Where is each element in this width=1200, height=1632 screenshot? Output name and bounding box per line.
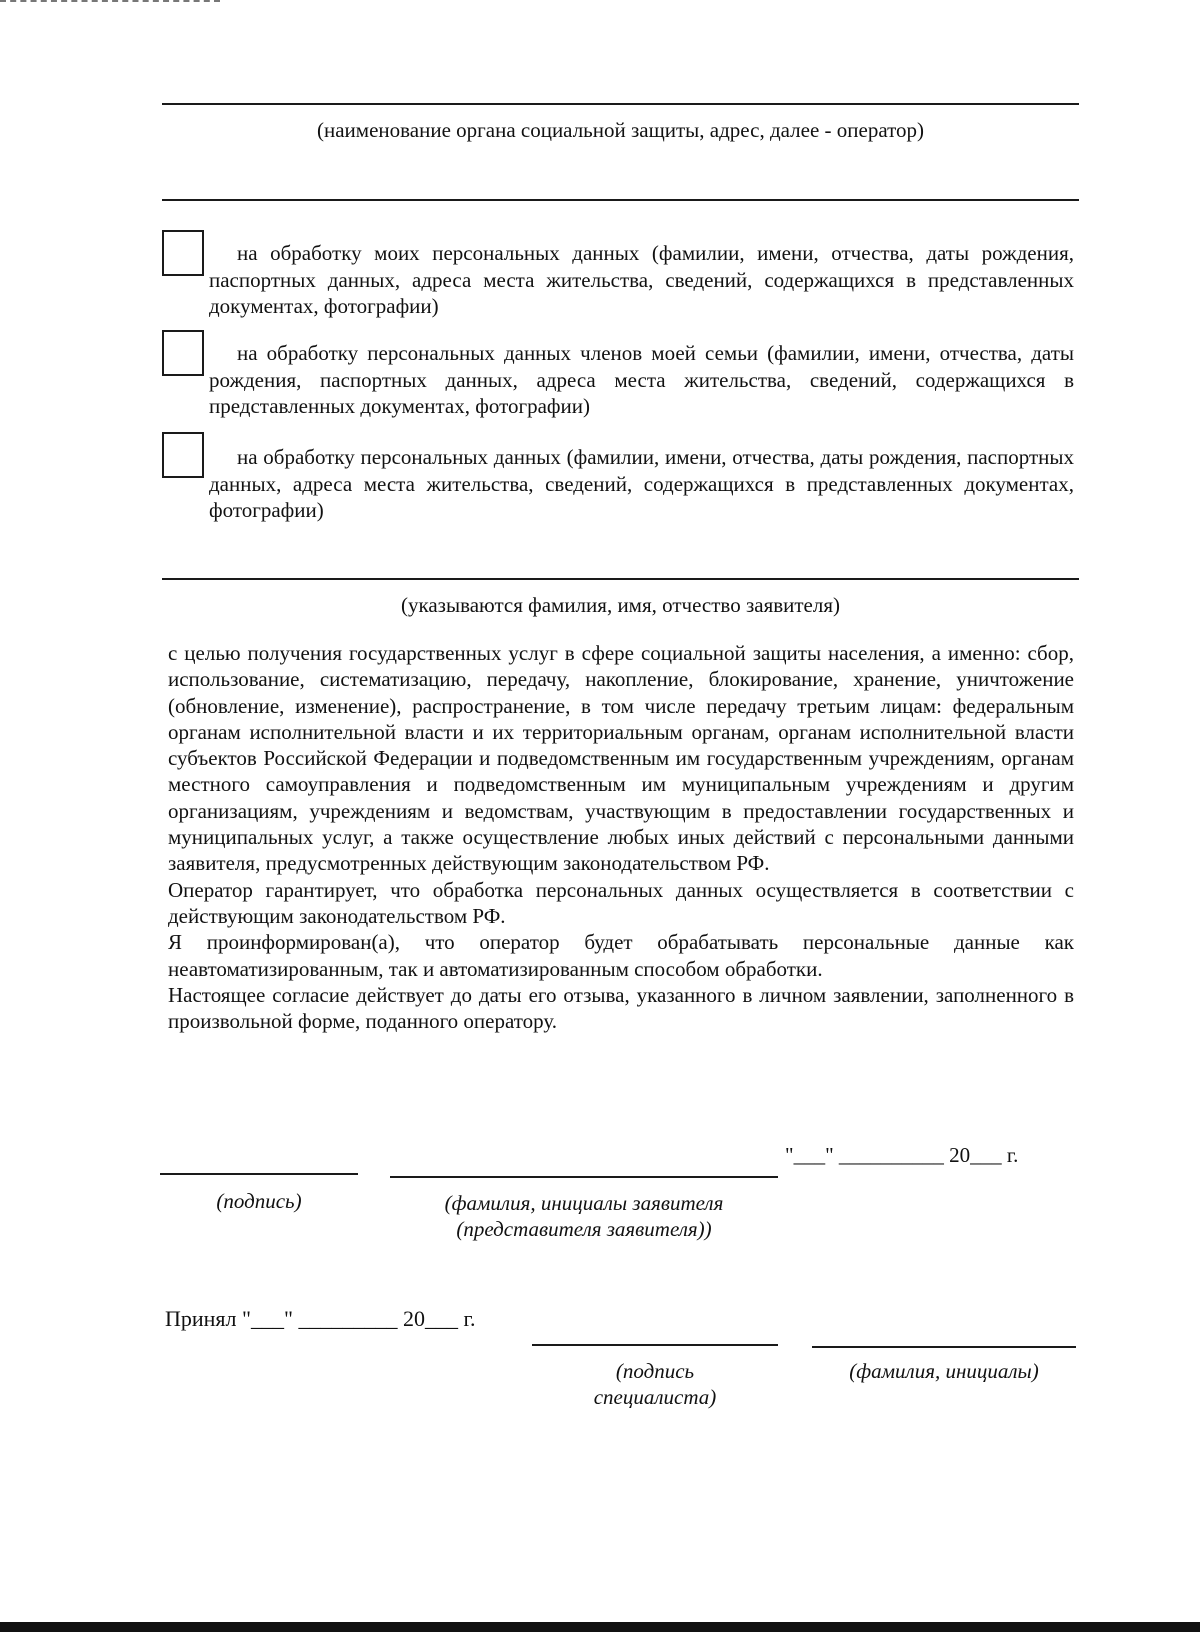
operator-address-line[interactable] [162, 199, 1079, 201]
specialist-name-label: (фамилия, инициалы) [849, 1359, 1039, 1383]
specialist-signature-line[interactable] [532, 1344, 778, 1346]
processing-paragraph: Я проинформирован(а), что оператор будет обрабатывать персональные данные как неавтоматизированным, так и автоматизированным способом обработки. [168, 930, 1074, 981]
accepted-date: Принял "___" _________ 20___ г. [165, 1306, 476, 1331]
scan-bottom-border [0, 1622, 1200, 1632]
signature-date: "___" __________ 20___ г. [785, 1143, 1019, 1167]
applicant-caption: (указываются фамилия, имя, отчество заявителя) [400, 593, 841, 617]
specialist-signature-label-line2: специалиста) [593, 1385, 717, 1409]
consent-option-own-data [162, 228, 1074, 318]
applicant-name-label [390, 1190, 778, 1242]
applicant-name-line[interactable] [162, 578, 1079, 580]
applicant-name-label-line2: (представителя заявителя)) [456, 1217, 712, 1241]
consent-option-other-data [162, 430, 1074, 520]
applicant-name-label-line1: (фамилия, инициалы заявителя [444, 1191, 724, 1215]
consent-option-family-data [162, 328, 1074, 418]
scan-edge-mark [0, 0, 220, 2]
applicant-name-signature-line[interactable] [390, 1176, 778, 1178]
specialist-name-line[interactable] [812, 1346, 1076, 1348]
consent-option-text: на обработку персональных данных членов моей семьи (фамилии, имени, отчества, даты рождения, паспортных данных, адреса места жительства, сведений, содержащихся в представленных документах, фотографии) [209, 341, 1074, 418]
operator-name-line[interactable] [162, 103, 1079, 105]
specialist-signature-label-line1: (подпись [615, 1359, 695, 1383]
consent-checkbox-family-data[interactable] [162, 330, 204, 376]
specialist-signature-label [532, 1358, 778, 1410]
consent-option-text: на обработку персональных данных (фамилии, имени, отчества, даты рождения, паспортных данных, адреса места жительства, сведений, содержащихся в представленных документах, фотографии) [209, 445, 1074, 522]
signature-line[interactable] [160, 1173, 358, 1175]
signature-label: (подпись) [216, 1189, 302, 1213]
operator-caption: (наименование органа социальной защиты, адрес, далее - оператор) [317, 118, 924, 142]
consent-checkbox-own-data[interactable] [162, 230, 204, 276]
guarantee-paragraph: Оператор гарантирует, что обработка персональных данных осуществляется в соответствии с действующим законодательством РФ. [168, 877, 1074, 928]
consent-checkbox-other-data[interactable] [162, 432, 204, 478]
purpose-paragraph: с целью получения государственных услуг в сфере социальной защиты населения, а именно: сбор, использование, систематизацию, передачу, накопление, блокирование, хранение, уничтожение (обновление, изменение), распространение, в том числе передачу третьим лицам: федеральным органам исполнительной власти и их территориальным органам, органам исполнительной власти субъектов Российской Федерации и подведомственным им государственным учреждениям, органам местного самоуправления и подведомственным им муниципальным учреждениям и другим организациям, учреждениям и ведомствам, участвующим в предоставлении государственных и муниципальных услуг, а также осуществление любых иных действий с персональными данными заявителя, предусмотренных действующим законодательством РФ. [168, 641, 1074, 876]
validity-paragraph: Настоящее согласие действует до даты его отзыва, указанного в личном заявлении, заполненного в произвольной форме, поданного оператору. [168, 982, 1074, 1034]
consent-option-text: на обработку моих персональных данных (фамилии, имени, отчества, даты рождения, паспортных данных, адреса места жительства, сведений, содержащихся в представленных документах, фотографии) [209, 241, 1074, 318]
consent-body [168, 640, 1074, 1034]
